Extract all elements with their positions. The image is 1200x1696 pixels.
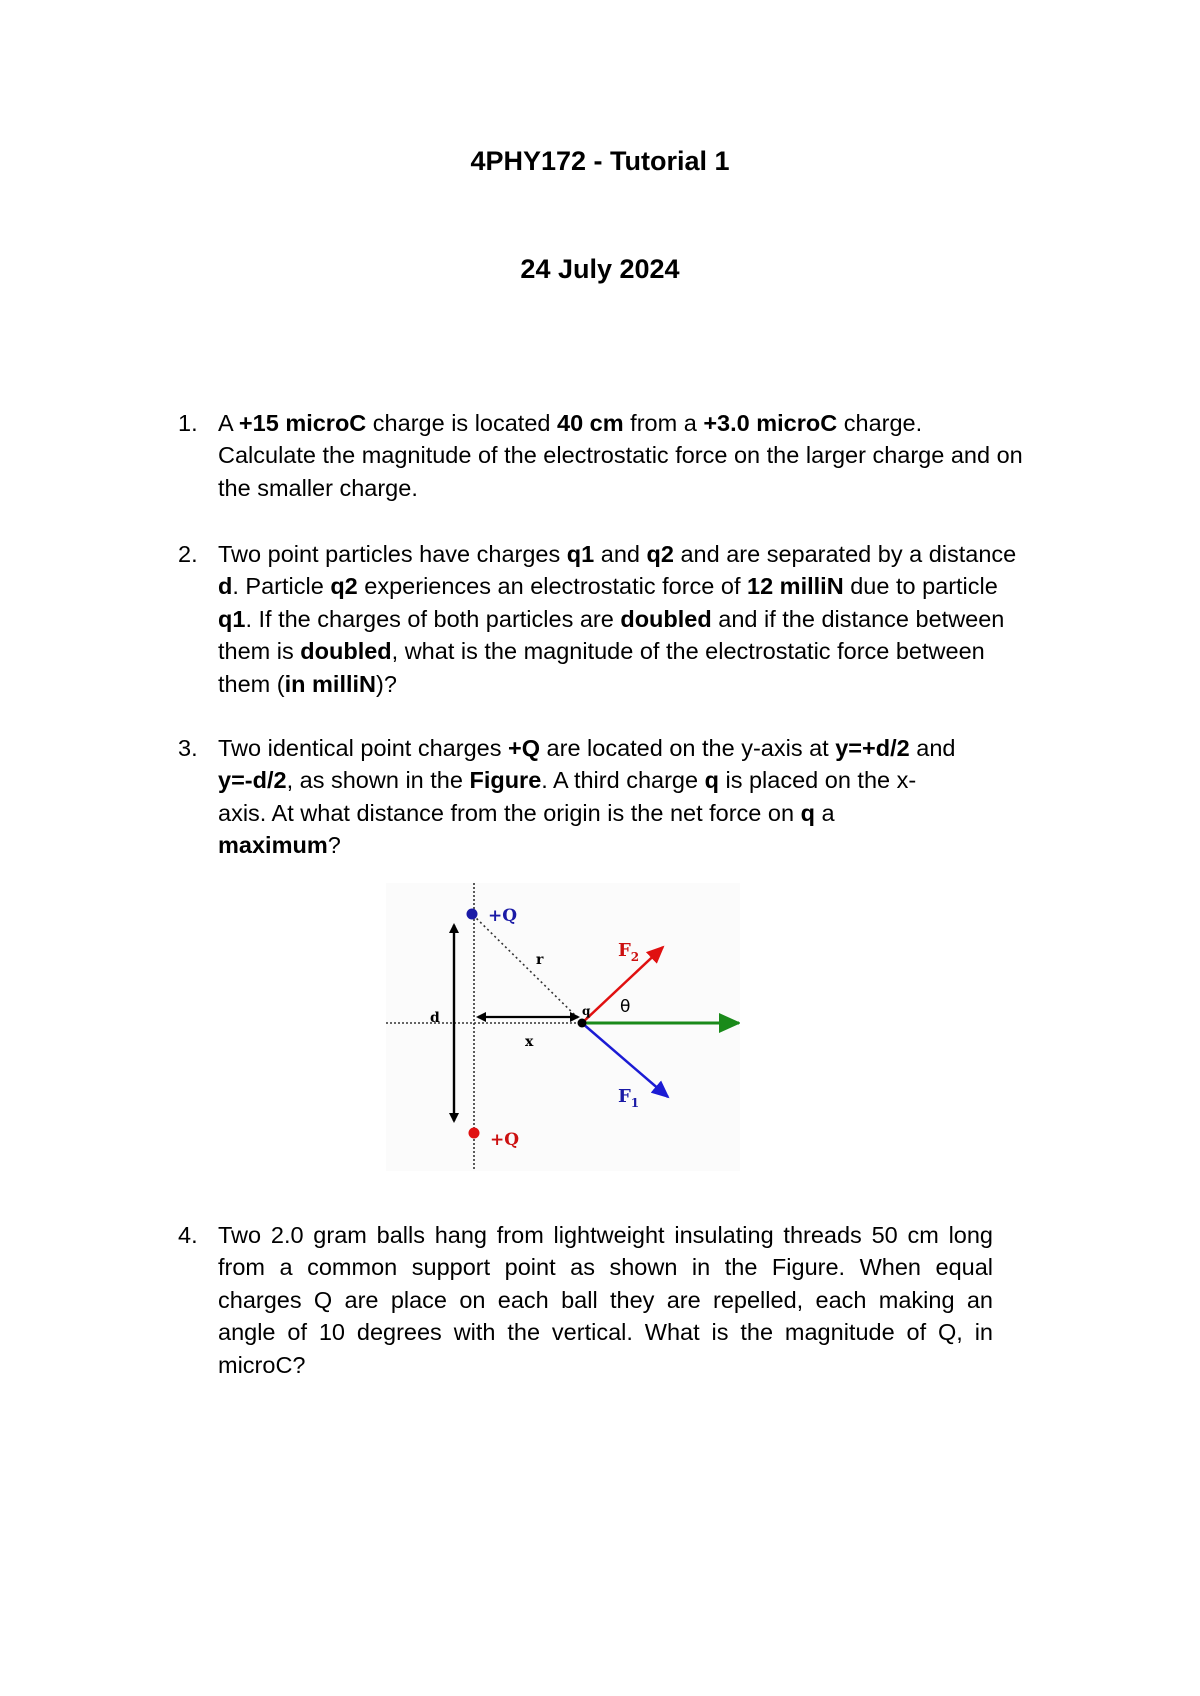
q-label: q: [582, 1004, 591, 1018]
text-segment: )?: [376, 670, 397, 697]
question-number: 4.: [178, 1222, 198, 1248]
question-text: [218, 1219, 993, 1381]
charge-force-figure: [386, 883, 740, 1171]
top-charge-dot: [467, 909, 478, 920]
f1-letter: F: [618, 1086, 631, 1107]
f2-subscript: 2: [630, 950, 640, 964]
text-segment: is placed on the x-: [718, 767, 917, 794]
d-label: d: [430, 1010, 440, 1026]
question-4: [178, 1219, 1058, 1381]
page-date: 24 July 2024: [520, 254, 680, 284]
text-segment: from a: [623, 410, 704, 436]
question-text: [218, 538, 1058, 700]
bold-text: q: [704, 767, 719, 794]
question-number: 1.: [178, 410, 198, 436]
question-2: [178, 538, 1058, 700]
question-line: [218, 439, 1058, 471]
question-line: [218, 1219, 993, 1251]
r-label: r: [536, 952, 544, 968]
text-segment: ?: [327, 832, 341, 859]
text-segment: angle of 10 degrees with the vertical. What is the magnitude of Q, in: [218, 1319, 993, 1346]
bold-text: doubled: [300, 638, 392, 665]
bold-text: q1: [218, 605, 246, 632]
text-segment: charge.: [837, 410, 923, 436]
question-line: [218, 635, 1058, 667]
question-number: 2.: [178, 541, 198, 567]
text-segment: Two point particles have charges: [218, 541, 567, 567]
bold-text: +Q: [508, 735, 541, 761]
text-segment: . Particle: [232, 573, 331, 600]
test-charge-dot: [578, 1019, 587, 1028]
theta-label: θ: [620, 997, 631, 1017]
question-line: [218, 570, 1058, 602]
text-segment: microC?: [218, 1351, 306, 1378]
bold-text: q2: [646, 541, 674, 567]
question-text: [218, 732, 1058, 862]
question-3: [178, 732, 1058, 862]
question-line: [218, 1251, 993, 1283]
bold-text: y=+d/2: [835, 735, 910, 761]
text-segment: charge is located: [366, 410, 558, 436]
question-line: [218, 668, 1058, 700]
question-line: [218, 797, 1058, 829]
text-segment: from a common support point as shown in the Figure. When equal: [218, 1254, 993, 1281]
text-segment: them (: [218, 670, 285, 697]
f1-subscript: 1: [630, 1096, 640, 1110]
text-segment: and are separated by a distance: [673, 541, 1017, 567]
question-line: [218, 1349, 993, 1381]
text-segment: , what is the magnitude of the electrostatic force between: [391, 638, 985, 665]
text-segment: them is: [218, 638, 301, 665]
top-charge-label: +Q: [488, 906, 518, 926]
x-label: x: [525, 1034, 534, 1050]
question-line: [218, 1316, 993, 1348]
bold-text: in milliN: [284, 670, 377, 697]
bold-text: +15 microC: [238, 410, 367, 436]
question-line: [218, 472, 1058, 504]
figure-svg: [386, 883, 740, 1171]
bold-text: q: [800, 799, 815, 826]
question-line: [218, 538, 1058, 570]
text-segment: Calculate the magnitude of the electrostatic force on the larger charge and on: [218, 442, 1023, 469]
bold-text: +3.0 microC: [703, 410, 838, 436]
bold-text: y=-d/2: [218, 767, 287, 794]
question-number: 3.: [178, 735, 198, 761]
text-segment: a: [814, 799, 835, 826]
question-text: [218, 407, 1058, 504]
bottom-charge-label: +Q: [490, 1130, 520, 1150]
text-segment: . If the charges of both particles are: [245, 605, 621, 632]
text-segment: are located on the y-axis at: [540, 735, 836, 761]
text-segment: and: [594, 541, 647, 567]
text-segment: due to particle: [843, 573, 998, 600]
f2-letter: F: [618, 940, 631, 961]
question-line: [218, 407, 1058, 439]
question-line: [218, 1284, 993, 1316]
question-line: [218, 732, 1058, 764]
page-title: 4PHY172 - Tutorial 1: [470, 146, 730, 176]
text-segment: and: [909, 735, 956, 761]
bottom-charge-dot: [469, 1128, 480, 1139]
bold-text: d: [218, 573, 233, 600]
question-line: [218, 764, 1058, 796]
bold-text: Figure: [469, 767, 542, 794]
bold-text: 12 milliN: [747, 573, 844, 600]
text-segment: Two identical point charges: [218, 735, 508, 761]
text-segment: and if the distance between: [711, 605, 1005, 632]
text-segment: A: [218, 410, 239, 436]
text-segment: . A third charge: [541, 767, 705, 794]
text-segment: charges Q are place on each ball they are repelled, each making an: [218, 1286, 993, 1313]
figure-background: [386, 883, 740, 1171]
text-segment: the smaller charge.: [218, 474, 418, 501]
bold-text: 40 cm: [557, 410, 624, 436]
bold-text: doubled: [620, 605, 712, 632]
text-segment: axis. At what distance from the origin is the net force on: [218, 799, 801, 826]
bold-text: q2: [330, 573, 358, 600]
text-segment: , as shown in the: [286, 767, 470, 794]
text-segment: Two 2.0 gram balls hang from lightweight insulating threads 50 cm long: [218, 1222, 993, 1248]
question-line: [218, 829, 1058, 861]
question-line: [218, 603, 1058, 635]
text-segment: experiences an electrostatic force of: [357, 573, 748, 600]
question-1: [178, 407, 1058, 504]
bold-text: maximum: [218, 832, 328, 859]
bold-text: q1: [566, 541, 595, 567]
